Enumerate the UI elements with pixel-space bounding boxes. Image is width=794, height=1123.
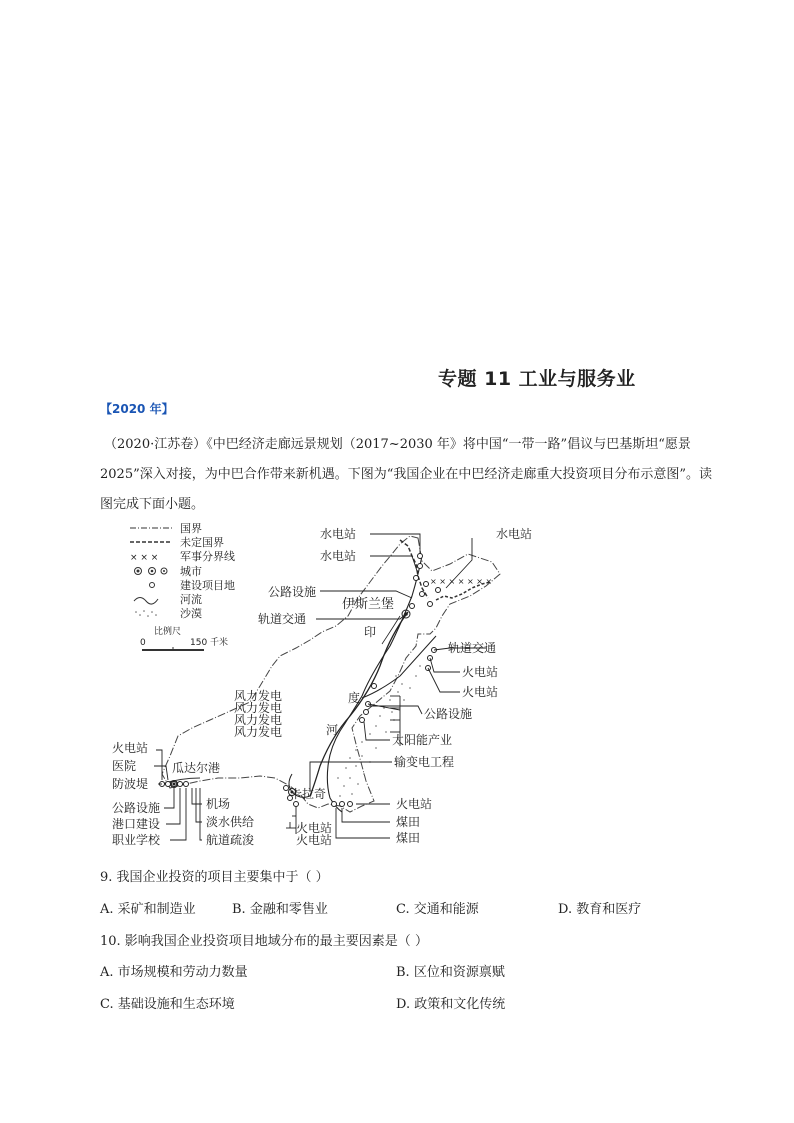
label-thermal-k2: 火电站 — [296, 833, 333, 847]
label-gwadar: 瓜达尔港 — [172, 761, 221, 775]
page-title: 专题 11 工业与服务业 — [438, 368, 636, 390]
intro-line-2: 2025”深入对接，为中巴合作带来新机遇。下图为“我国企业在中巴经济走廊重大投资项目分布示意图”。读 — [100, 467, 713, 482]
corridor-map — [100, 516, 560, 856]
q9-option-a[interactable]: A. 采矿和制造业 — [100, 902, 196, 917]
label-karachi: 卡拉奇 — [290, 787, 327, 801]
intro-paragraph — [100, 430, 730, 520]
label-hydro-2: 水电站 — [320, 549, 357, 563]
label-school: 职业学校 — [112, 833, 161, 847]
question-10-stem: 10. 影响我国企业投资项目地域分布的最主要因素是（ ） — [100, 934, 428, 949]
label-transmission: 输变电工程 — [394, 755, 455, 769]
legend-project: 建设项目地 — [180, 579, 235, 592]
river-symbol-icon — [134, 598, 158, 605]
label-breakwater: 防波堤 — [112, 777, 149, 791]
q10-option-b[interactable]: B. 区位和资源禀赋 — [396, 965, 505, 980]
legend-undetermined: 未定国界 — [180, 536, 224, 549]
label-thermal-k1: 火电站 — [296, 821, 333, 835]
map-legend — [130, 522, 235, 650]
military-line: × × × × × × × — [430, 577, 493, 586]
label-dredge: 航道疏浚 — [206, 833, 255, 847]
label-solar: 太阳能产业 — [392, 733, 453, 747]
desert-area — [337, 665, 421, 797]
legend-river: 河流 — [180, 593, 202, 606]
map-labels — [112, 526, 532, 847]
river-label-he: 河 — [326, 723, 339, 737]
label-wind-1: 风力发电 — [234, 689, 283, 703]
label-hydro-1: 水电站 — [320, 527, 357, 541]
intro-line-1: （2020·江苏卷）《中巴经济走廊远景规划（2017~2030 年》将中国“一带一路”倡议与巴基斯坦“愿景 — [104, 437, 691, 452]
label-road-2: 公路设施 — [424, 707, 473, 721]
label-rail-2: 轨道交通 — [448, 641, 497, 655]
label-water: 淡水供给 — [206, 815, 255, 829]
label-airport: 机场 — [206, 797, 231, 811]
legend-border: 国界 — [180, 522, 202, 535]
q9-option-b[interactable]: B. 金融和零售业 — [232, 902, 328, 917]
q9-option-d[interactable]: D. 教育和医疗 — [558, 902, 642, 917]
legend-desert: 沙漠 — [180, 607, 202, 620]
river-label-yin: 印 — [364, 625, 377, 639]
legend-military: 军事分界线 — [180, 550, 235, 563]
project-symbol-icon — [150, 583, 155, 588]
q10-option-a[interactable]: A. 市场规模和劳动力数量 — [100, 965, 248, 980]
scale-value: 150 千米 — [190, 638, 229, 648]
label-coal-2: 煤田 — [396, 831, 421, 845]
label-rail-1: 轨道交通 — [258, 612, 307, 626]
label-thermal-east: 火电站 — [396, 797, 433, 811]
intro-line-3: 图完成下面小题。 — [100, 497, 205, 512]
scale-title: 比例尺 — [154, 627, 182, 637]
label-wind-2: 风力发电 — [234, 701, 283, 715]
q9-option-c[interactable]: C. 交通和能源 — [396, 902, 479, 917]
label-port: 港口建设 — [112, 817, 161, 831]
legend-city: 城市 — [180, 565, 202, 578]
label-thermal-1: 火电站 — [462, 665, 499, 679]
label-road-1: 公路设施 — [268, 585, 317, 599]
q10-option-c[interactable]: C. 基础设施和生态环境 — [100, 997, 235, 1012]
label-wind-3: 风力发电 — [234, 713, 283, 727]
label-hydro-3: 水电站 — [496, 527, 533, 541]
label-islamabad: 伊斯兰堡 — [342, 597, 395, 612]
label-road-west: 公路设施 — [112, 801, 161, 815]
desert-symbol-icon — [135, 610, 157, 617]
year-tag: 【2020 年】 — [100, 402, 174, 416]
scale-zero: 0 — [140, 638, 146, 648]
q10-option-d[interactable]: D. 政策和文化传统 — [396, 997, 506, 1012]
river-label-du: 度 — [348, 691, 361, 705]
legend-military-symbol: × × × — [130, 553, 159, 563]
label-hospital: 医院 — [112, 759, 137, 773]
label-coal-1: 煤田 — [396, 815, 421, 829]
label-wind-4: 风力发电 — [234, 725, 283, 739]
question-9-stem: 9. 我国企业投资的项目主要集中于（ ） — [100, 870, 329, 885]
label-thermal-west: 火电站 — [112, 741, 149, 755]
label-thermal-2: 火电站 — [462, 685, 499, 699]
